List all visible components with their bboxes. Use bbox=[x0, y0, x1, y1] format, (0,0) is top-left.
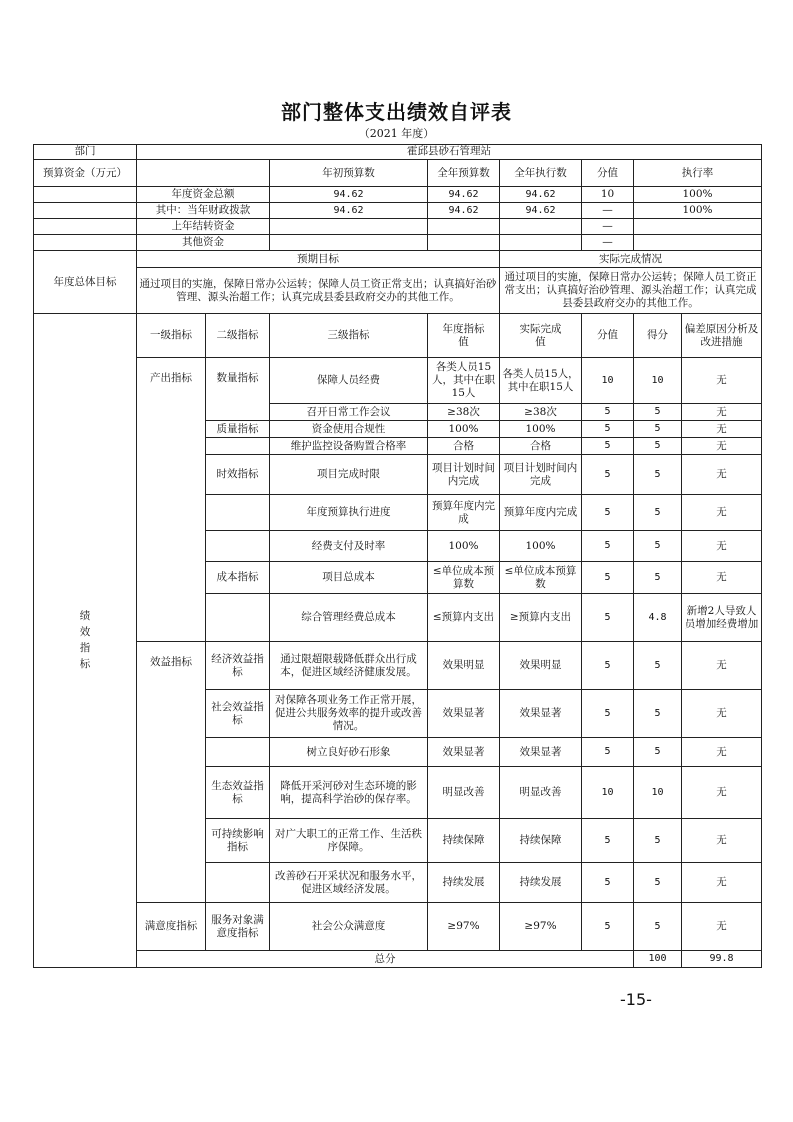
actual-value: 项目计划时间内完成 bbox=[500, 455, 582, 495]
level2-service: 服务对象满意度指标 bbox=[206, 903, 270, 951]
deviation: 无 bbox=[682, 495, 762, 531]
goal-label: 年度总体目标 bbox=[34, 251, 137, 314]
goal-content-row bbox=[34, 268, 762, 314]
table-row bbox=[34, 358, 762, 404]
actual-result-label: 实际完成情况 bbox=[500, 251, 762, 268]
budget-cell: — bbox=[582, 235, 634, 251]
deviation: 无 bbox=[682, 819, 762, 863]
dept-name: 霍邱县砂石管理站 bbox=[137, 145, 762, 160]
score-value: 10 bbox=[582, 767, 634, 819]
score-value: 5 bbox=[582, 642, 634, 690]
deviation: 无 bbox=[682, 358, 762, 404]
target-value: ≥97% bbox=[428, 903, 500, 951]
deviation: 无 bbox=[682, 767, 762, 819]
report-year: （2021 年度） bbox=[358, 127, 435, 140]
score-value: 5 bbox=[582, 738, 634, 767]
deviation: 无 bbox=[682, 690, 762, 738]
target-value: 100% bbox=[428, 421, 500, 438]
target-value: 合格 bbox=[428, 438, 500, 455]
budget-header-row bbox=[34, 160, 762, 187]
budget-cell: 94.62 bbox=[500, 187, 582, 203]
actual-value: 预算年度内完成 bbox=[500, 495, 582, 531]
actual-value: ≥97% bbox=[500, 903, 582, 951]
level1-satisfaction: 满意度指标 bbox=[137, 903, 206, 951]
target-value: ≥38次 bbox=[428, 404, 500, 421]
deviation: 无 bbox=[682, 863, 762, 903]
target-value: 项目计划时间内完成 bbox=[428, 455, 500, 495]
indicator: 资金使用合规性 bbox=[270, 421, 428, 438]
actual-value: ≥38次 bbox=[500, 404, 582, 421]
budget-row-label: 其中：当年财政拨款 bbox=[137, 203, 270, 219]
score-value: 5 bbox=[582, 863, 634, 903]
indicator: 召开日常工作会议 bbox=[270, 404, 428, 421]
budget-header: 年初预算数 bbox=[270, 160, 428, 187]
indicator: 对广大职工的正常工作、生活秩序保障。 bbox=[270, 819, 428, 863]
perf-header: 三级指标 bbox=[270, 314, 428, 358]
score-value: 5 bbox=[582, 531, 634, 562]
page-title: 部门整体支出绩效自评表 bbox=[281, 100, 512, 124]
target-value: ≤预算内支出 bbox=[428, 594, 500, 642]
perf-header: 一级指标 bbox=[137, 314, 206, 358]
budget-header: 分值 bbox=[582, 160, 634, 187]
deviation: 无 bbox=[682, 562, 762, 594]
indicator: 保障人员经费 bbox=[270, 358, 428, 404]
indicator: 维护监控设备购置合格率 bbox=[270, 438, 428, 455]
score-value: 5 bbox=[582, 421, 634, 438]
indicator: 综合管理经费总成本 bbox=[270, 594, 428, 642]
budget-cell: 94.62 bbox=[270, 187, 428, 203]
score-value: 5 bbox=[582, 819, 634, 863]
target-value: 100% bbox=[428, 531, 500, 562]
target-value: ≤单位成本预算数 bbox=[428, 562, 500, 594]
actual-value: 合格 bbox=[500, 438, 582, 455]
budget-cell: 94.62 bbox=[500, 203, 582, 219]
level2-timeliness: 时效指标 bbox=[206, 455, 270, 495]
budget-cell: 100% bbox=[634, 187, 762, 203]
budget-row bbox=[34, 203, 762, 219]
got-value: 5 bbox=[634, 455, 682, 495]
expected-goal-label: 预期目标 bbox=[137, 251, 500, 268]
got-value: 10 bbox=[634, 767, 682, 819]
target-value: 持续发展 bbox=[428, 863, 500, 903]
budget-row-label: 年度资金总额 bbox=[137, 187, 270, 203]
target-value: 各类人员15人，其中在职15人 bbox=[428, 358, 500, 404]
score-value: 5 bbox=[582, 438, 634, 455]
got-value: 5 bbox=[634, 404, 682, 421]
perf-header bbox=[428, 314, 500, 358]
budget-cell: — bbox=[582, 219, 634, 235]
got-value: 5 bbox=[634, 738, 682, 767]
got-value: 5 bbox=[634, 531, 682, 562]
total-got: 99.8 bbox=[682, 951, 762, 968]
actual-result-text: 通过项目的实施，保障日常办公运转；保障人员工资正常支出；认真搞好治砂管理、源头治超工作；认真完成县委县政府交办的其他工作。 bbox=[500, 268, 762, 314]
budget-cell: 10 bbox=[582, 187, 634, 203]
dept-row bbox=[34, 145, 762, 160]
perf-header-row bbox=[34, 314, 762, 358]
actual-value: ≥预算内支出 bbox=[500, 594, 582, 642]
budget-cell bbox=[500, 235, 582, 251]
indicator: 年度预算执行进度 bbox=[270, 495, 428, 531]
got-value: 5 bbox=[634, 903, 682, 951]
level2-economic: 经济效益指标 bbox=[206, 642, 270, 690]
target-value: 明显改善 bbox=[428, 767, 500, 819]
budget-header: 全年执行数 bbox=[500, 160, 582, 187]
actual-value: 各类人员15人，其中在职15人 bbox=[500, 358, 582, 404]
actual-value: ≤单位成本预算数 bbox=[500, 562, 582, 594]
got-value: 5 bbox=[634, 690, 682, 738]
level1-benefit: 效益指标 bbox=[137, 642, 206, 903]
perf-header: 偏差原因分析及改进措施 bbox=[682, 314, 762, 358]
actual-value: 效果明显 bbox=[500, 642, 582, 690]
got-value: 10 bbox=[634, 358, 682, 404]
table-row bbox=[34, 642, 762, 690]
target-value: 持续保障 bbox=[428, 819, 500, 863]
perf-label bbox=[34, 314, 137, 968]
indicator: 项目总成本 bbox=[270, 562, 428, 594]
level2-quantity: 数量指标 bbox=[206, 358, 270, 421]
score-value: 5 bbox=[582, 594, 634, 642]
deviation: 无 bbox=[682, 531, 762, 562]
perf-header bbox=[500, 314, 582, 358]
budget-label: 预算资金（万元） bbox=[34, 160, 137, 187]
page-number: -15- bbox=[620, 990, 652, 1009]
budget-cell bbox=[634, 235, 762, 251]
indicator: 经费支付及时率 bbox=[270, 531, 428, 562]
target-value: 预算年度内完成 bbox=[428, 495, 500, 531]
indicator: 改善砂石开采状况和服务水平，促进区域经济发展。 bbox=[270, 863, 428, 903]
level2-social: 社会效益指标 bbox=[206, 690, 270, 738]
budget-cell: 100% bbox=[634, 203, 762, 219]
indicator: 树立良好砂石形象 bbox=[270, 738, 428, 767]
table-row bbox=[34, 903, 762, 951]
self-evaluation-table bbox=[33, 144, 762, 968]
budget-cell bbox=[500, 219, 582, 235]
budget-row bbox=[34, 187, 762, 203]
got-value: 5 bbox=[634, 819, 682, 863]
perf-header: 分值 bbox=[582, 314, 634, 358]
indicator: 社会公众满意度 bbox=[270, 903, 428, 951]
actual-value: 明显改善 bbox=[500, 767, 582, 819]
deviation: 无 bbox=[682, 455, 762, 495]
budget-row bbox=[34, 235, 762, 251]
got-value: 4.8 bbox=[634, 594, 682, 642]
level2-ecological: 生态效益指标 bbox=[206, 767, 270, 819]
total-row bbox=[34, 951, 762, 968]
perf-label-text: 绩效指标 bbox=[79, 610, 91, 670]
goal-header-row bbox=[34, 251, 762, 268]
budget-cell bbox=[428, 235, 500, 251]
score-value: 5 bbox=[582, 455, 634, 495]
score-value: 10 bbox=[582, 358, 634, 404]
indicator: 项目完成时限 bbox=[270, 455, 428, 495]
score-value: 5 bbox=[582, 495, 634, 531]
actual-value: 100% bbox=[500, 531, 582, 562]
level2-sustainable: 可持续影响指标 bbox=[206, 819, 270, 863]
indicator: 对保障各项业务工作正常开展，促进公共服务效率的提升或改善情况。 bbox=[270, 690, 428, 738]
budget-cell: — bbox=[582, 203, 634, 219]
perf-header: 得分 bbox=[634, 314, 682, 358]
actual-value: 持续发展 bbox=[500, 863, 582, 903]
budget-header: 全年预算数 bbox=[428, 160, 500, 187]
target-value: 效果明显 bbox=[428, 642, 500, 690]
level1-output: 产出指标 bbox=[137, 358, 206, 642]
budget-header: 执行率 bbox=[634, 160, 762, 187]
budget-cell bbox=[634, 219, 762, 235]
level2-quality: 质量指标 bbox=[206, 421, 270, 438]
got-value: 5 bbox=[634, 438, 682, 455]
level2-cost: 成本指标 bbox=[206, 562, 270, 594]
budget-row-label: 其他资金 bbox=[137, 235, 270, 251]
score-value: 5 bbox=[582, 562, 634, 594]
got-value: 5 bbox=[634, 562, 682, 594]
got-value: 5 bbox=[634, 495, 682, 531]
budget-cell bbox=[270, 235, 428, 251]
target-value: 效果显著 bbox=[428, 690, 500, 738]
deviation: 无 bbox=[682, 438, 762, 455]
expected-goal-text: 通过项目的实施，保障日常办公运转；保障人员工资正常支出；认真搞好治砂管理、源头治超工作；认真完成县委县政府交办的其他工作。 bbox=[137, 268, 500, 314]
perf-header-text: 年度指标值 bbox=[442, 322, 485, 348]
indicator: 降低开采河砂对生态环境的影响，提高科学治砂的保存率。 bbox=[270, 767, 428, 819]
target-value: 效果显著 bbox=[428, 738, 500, 767]
score-value: 5 bbox=[582, 404, 634, 421]
budget-cell: 94.62 bbox=[428, 203, 500, 219]
actual-value: 效果显著 bbox=[500, 690, 582, 738]
score-value: 5 bbox=[582, 903, 634, 951]
actual-value: 100% bbox=[500, 421, 582, 438]
got-value: 5 bbox=[634, 642, 682, 690]
deviation: 新增2人导致人员增加经费增加 bbox=[682, 594, 762, 642]
budget-row-label: 上年结转资金 bbox=[137, 219, 270, 235]
budget-cell bbox=[428, 219, 500, 235]
got-value: 5 bbox=[634, 863, 682, 903]
perf-header: 二级指标 bbox=[206, 314, 270, 358]
deviation: 无 bbox=[682, 642, 762, 690]
deviation: 无 bbox=[682, 404, 762, 421]
indicator: 通过限超限载降低群众出行成本，促进区域经济健康发展。 bbox=[270, 642, 428, 690]
got-value: 5 bbox=[634, 421, 682, 438]
actual-value: 持续保障 bbox=[500, 819, 582, 863]
budget-cell: 94.62 bbox=[270, 203, 428, 219]
dept-label: 部门 bbox=[34, 145, 137, 160]
actual-value: 效果显著 bbox=[500, 738, 582, 767]
budget-cell bbox=[270, 219, 428, 235]
total-label: 总分 bbox=[137, 951, 634, 968]
perf-header-text: 实际完成值 bbox=[519, 322, 562, 348]
score-value: 5 bbox=[582, 690, 634, 738]
budget-row bbox=[34, 219, 762, 235]
total-score: 100 bbox=[634, 951, 682, 968]
budget-cell: 94.62 bbox=[428, 187, 500, 203]
deviation: 无 bbox=[682, 421, 762, 438]
deviation: 无 bbox=[682, 738, 762, 767]
deviation: 无 bbox=[682, 903, 762, 951]
